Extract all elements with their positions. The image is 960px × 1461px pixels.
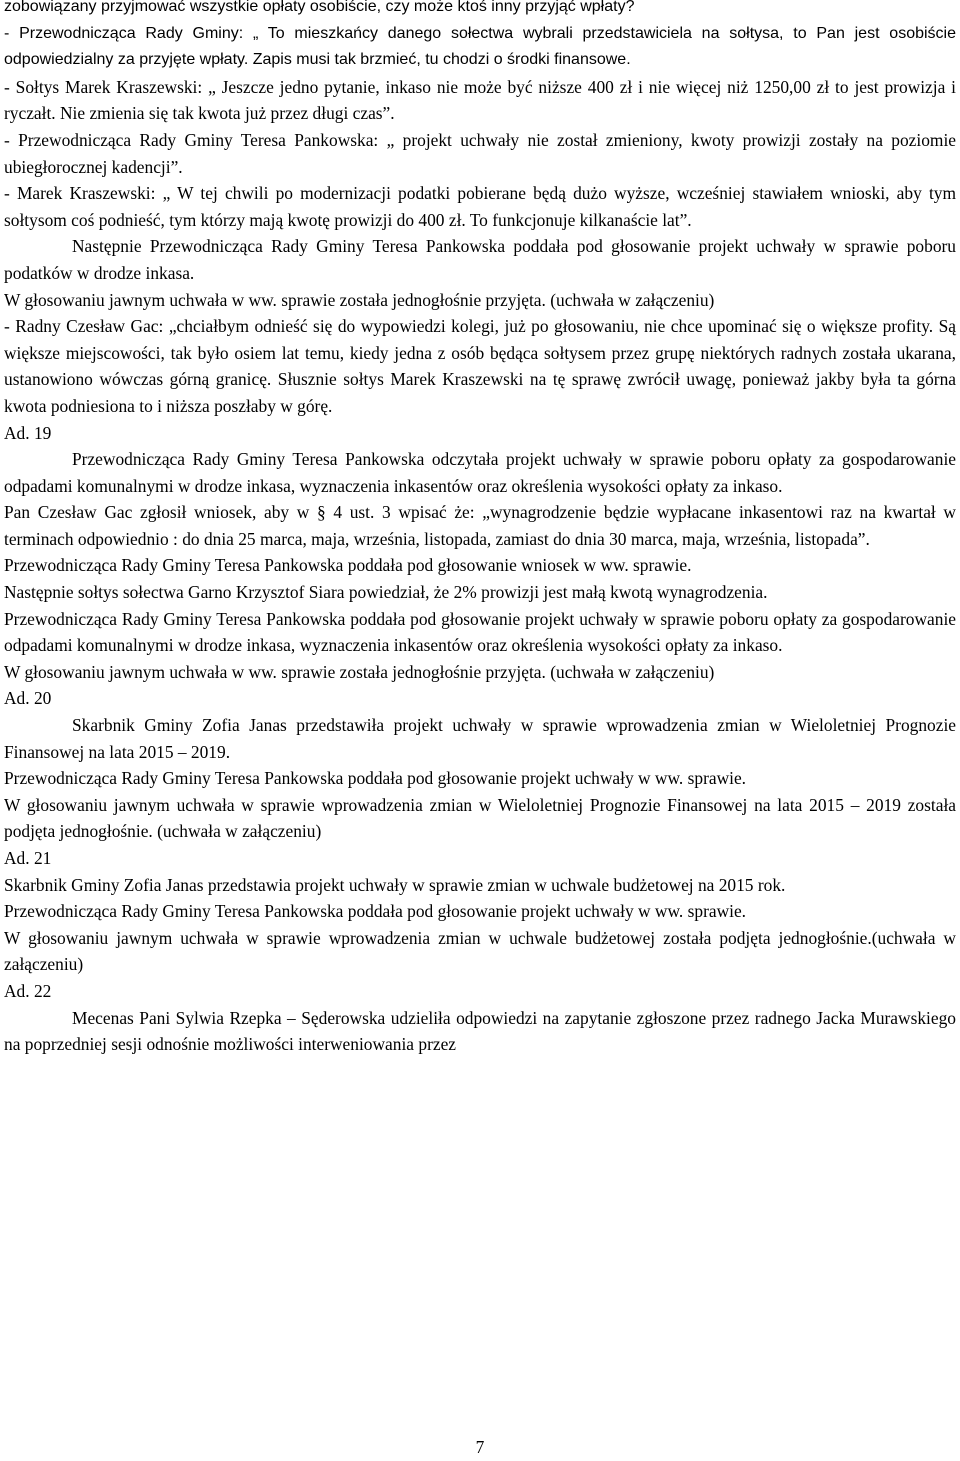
paragraph: Przewodnicząca Rady Gminy Teresa Pankowska poddała pod głosowanie projekt uchwały w ww. sprawie. [4, 901, 747, 922]
paragraph: Ad. 20 [4, 688, 52, 709]
paragraph: - Sołtys Marek Kraszewski: „ Jeszcze jedno pytanie, inkaso nie może być niższe 400 zł i nie więcej niż 1250,00 zł to jest prowizja i ryczałt. Nie zmienia się tak kwota już przez długi czas”. [4, 76, 956, 124]
paragraph: - Przewodnicząca Rady Gminy Teresa Pankowska: „ projekt uchwały nie został zmieniony, kwoty prowizji zostały na poziomie ubiegłorocznej kadencji”. [4, 129, 956, 177]
paragraph: zobowiązany przyjmować wszystkie opłaty osobiście, czy może ktoś inny przyjąć wpłaty? [4, 0, 635, 15]
paragraph: Ad. 21 [4, 848, 52, 868]
page-body-text [4, 0, 956, 1058]
paragraph: Ad. 22 [4, 980, 52, 1001]
paragraph: - Przewodnicząca Rady Gminy: „ To mieszkańcy danego sołectwa wybrali przedstawiciela na sołtysa, to Pan jest osobiście odpowiedzialny za przyjęte wpłaty. Zapis musi tak brzmieć, tu chodzi o środki finansowe. [4, 24, 956, 69]
paragraph: Przewodnicząca Rady Gminy Teresa Pankowska poddała pod głosowanie projekt uchwały w sprawie poboru opłaty za gospodarowanie odpadami komunalnymi w drodze inkasa, wyznaczenia inkasentów oraz określenia wysokości opłaty za inkaso. [4, 608, 956, 656]
paragraph: W głosowaniu jawnym uchwała w ww. sprawie została jednogłośnie przyjęta. (uchwała w załączeniu) [4, 661, 715, 682]
paragraph: Następnie Przewodnicząca Rady Gminy Teresa Pankowska poddała pod głosowanie projekt uchwały w sprawie poboru podatków w drodze inkasa. [4, 236, 956, 283]
paragraph: W głosowaniu jawnym uchwała w ww. sprawie została jednogłośnie przyjęta. (uchwała w załączeniu) [4, 289, 715, 310]
paragraph: Skarbnik Gminy Zofia Janas przedstawia projekt uchwały w sprawie zmian w uchwale budżetowej na 2015 rok. [4, 874, 786, 895]
paragraph: Przewodnicząca Rady Gminy Teresa Pankowska poddała pod głosowanie wniosek w ww. sprawie. [4, 555, 692, 576]
paragraph: - Radny Czesław Gac: „chciałbym odnieść się do wypowiedzi kolegi, już po głosowaniu, nie chce upominać się o większe profity. Są większe miejscowości, tak było osiem lat temu, kiedy jedna z osób będąca sołtysem przez grupę niektórych radnych została ukarana, ustanowiono wówczas górną granicę. Słusznie sołtys Marek Kraszewski na tę sprawę zwrócił uwagę, ponieważ jakby była ta górna kwota podniesiona to i niższa poszłaby w górę. [4, 316, 956, 416]
paragraph: Przewodnicząca Rady Gminy Teresa Pankowska odczytała projekt uchwały w sprawie poboru opłaty za gospodarowanie odpadami komunalnymi w drodze inkasa, wyznaczenia inkasentów oraz określenia wysokości opłaty za inkaso. [4, 449, 956, 496]
paragraph: Przewodnicząca Rady Gminy Teresa Pankowska poddała pod głosowanie projekt uchwały w ww. sprawie. [4, 768, 747, 789]
paragraph: Pan Czesław Gac zgłosił wniosek, aby w § 4 ust. 3 wpisać że: „wynagrodzenie będzie wypłacane inkasentowi raz na kwartał w terminach odpowiednio : do dnia 25 marca, maja, września, listopada, zamiast do dnia 30 marca, maja, września, listopada”. [4, 502, 956, 549]
paragraph: W głosowaniu jawnym uchwała w sprawie wprowadzenia zmian w uchwale budżetowej została podjęta jednogłośnie.(uchwała w załączeniu) [4, 927, 956, 975]
paragraph: - Marek Kraszewski: „ W tej chwili po modernizacji podatki pobierane będą dużo wyższe, wcześniej stawiałem wnioski, aby tym sołtysom coś podnieść, tym którzy mają kwotę prowizji do 400 zł. To funkcjonuje kilkanaście lat”. [4, 183, 956, 230]
paragraph: W głosowaniu jawnym uchwała w sprawie wprowadzenia zmian w Wieloletniej Prognozie Finansowej na lata 2015 – 2019 została podjęta jednogłośnie. (uchwała w załączeniu) [4, 794, 956, 842]
page-number: 7 [475, 1437, 485, 1457]
paragraph: Ad. 19 [4, 422, 52, 443]
paragraph: Mecenas Pani Sylwia Rzepka – Sęderowska udzieliła odpowiedzi na zapytanie zgłoszone przez radnego Jacka Murawskiego na poprzedniej sesji odnośnie możliwości interweniowania przez [4, 1007, 956, 1055]
paragraph: Skarbnik Gminy Zofia Janas przedstawiła projekt uchwały w sprawie wprowadzenia zmian w Wieloletniej Prognozie Finansowej na lata 2015 – 2019. [4, 715, 956, 762]
paragraph: Następnie sołtys sołectwa Garno Krzysztof Siara powiedział, że 2% prowizji jest małą kwotą wynagrodzenia. [4, 582, 768, 603]
